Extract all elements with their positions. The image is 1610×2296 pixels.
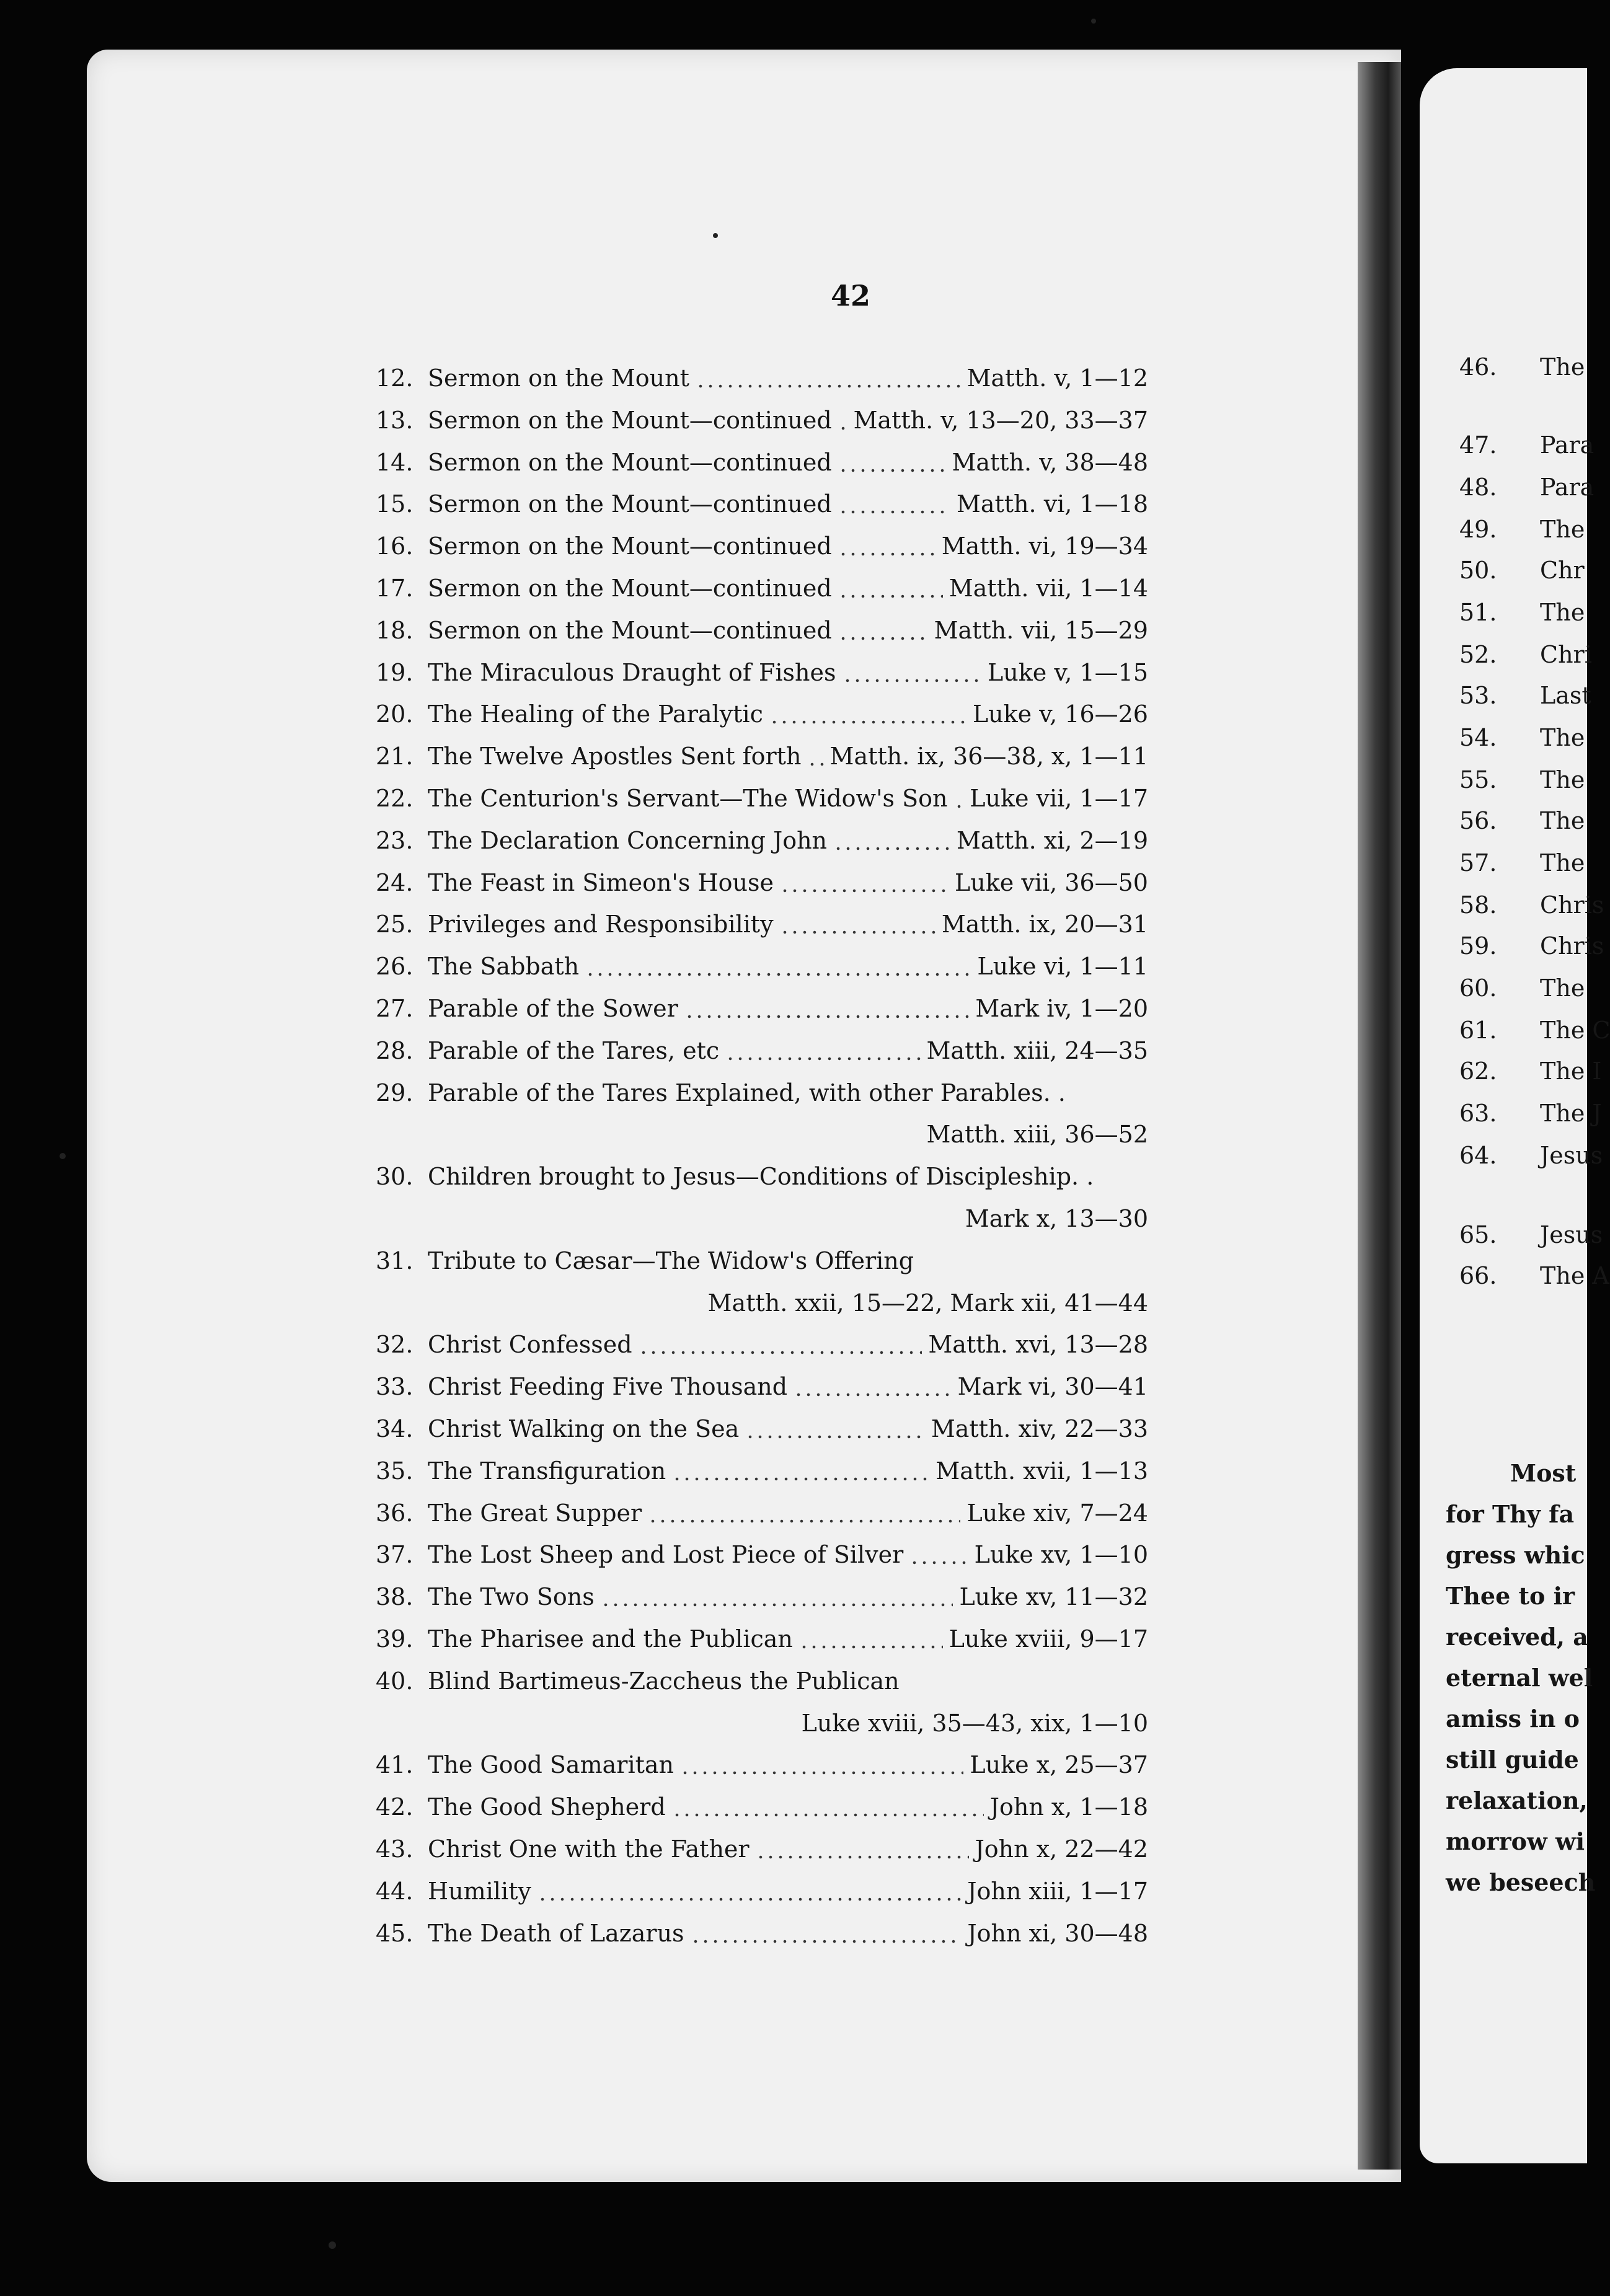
entry-reference: Matth. vi, 19—34 (941, 532, 1148, 560)
entry-number: 40. (376, 1667, 414, 1695)
right-entry-title: The J (1540, 1100, 1602, 1127)
right-entry-title: Chris (1540, 932, 1604, 960)
dot-leader (780, 930, 935, 934)
entry-title: Parable of the Tares, etc (428, 1036, 720, 1064)
entry-title: Parable of the Sower (428, 995, 678, 1022)
book-spine (1358, 62, 1401, 2170)
right-entry-number: 59. (1459, 932, 1497, 960)
entry-title: The Miraculous Draught of Fishes (428, 658, 836, 686)
entry-reference: Luke v, 16—26 (972, 700, 1148, 728)
entry-title: The Good Shepherd (428, 1793, 666, 1821)
dot-leader (696, 384, 961, 388)
entry-number: 23. (376, 826, 414, 854)
entry-title: The Centurion's Servant—The Widow's Son (428, 785, 948, 812)
contents-entry (0, 1583, 1364, 1620)
right-entry-number: 46. (1459, 353, 1497, 381)
entry-title: Sermon on the Mount—continued (428, 448, 832, 476)
entry-reference: Matth. ix, 20—31 (941, 911, 1148, 938)
dot-leader (843, 679, 982, 682)
prayer-line: amiss in o (1446, 1705, 1580, 1733)
right-entry-title: The (1540, 353, 1585, 381)
dot-leader (833, 847, 950, 850)
entry-title: Sermon on the Mount—continued (428, 532, 832, 560)
dot-leader (954, 805, 964, 808)
right-entry-title: The A (1540, 1262, 1609, 1289)
prayer-line: gress whic (1446, 1541, 1585, 1569)
right-entry-title: Last (1540, 682, 1591, 709)
entry-number: 27. (376, 995, 414, 1022)
contents-entry (0, 1373, 1364, 1410)
entry-title: The Two Sons (428, 1583, 595, 1611)
entry-number: 25. (376, 911, 414, 938)
entry-reference: Matth. v, 38—48 (952, 448, 1148, 476)
contents-entry (0, 617, 1364, 654)
entry-number: 21. (376, 743, 414, 770)
entry-reference: Matth. v, 1—12 (966, 364, 1148, 392)
entry-reference: Matth. xiii, 24—35 (926, 1036, 1148, 1064)
entry-title: Parable of the Tares Explained, with other Parables. . (428, 1079, 1066, 1106)
dot-leader (838, 637, 928, 640)
right-entry-number: 49. (1459, 516, 1497, 543)
right-entry-title: Chri (1540, 641, 1592, 668)
entry-title: Sermon on the Mount (428, 364, 689, 392)
right-entry-number: 55. (1459, 766, 1497, 793)
right-entry-number: 51. (1459, 599, 1497, 626)
contents-entry (0, 1667, 1364, 1705)
right-entry-title: Jesus (1540, 1221, 1603, 1248)
contents-entry (0, 953, 1364, 990)
entry-number: 14. (376, 448, 414, 476)
right-entry-number: 52. (1459, 641, 1497, 668)
entry-reference: Mark vi, 30—41 (957, 1373, 1148, 1401)
contents-entry (0, 1415, 1364, 1452)
entry-title: The Declaration Concerning John (428, 826, 828, 854)
dot-leader (691, 1940, 962, 1943)
dot-leader (672, 1477, 929, 1481)
contents-entry (0, 1289, 1364, 1327)
contents-entry (0, 407, 1364, 444)
contents-entry (0, 1205, 1364, 1242)
entry-reference: Matth. vii, 1—14 (949, 575, 1148, 602)
contents-entry (0, 1751, 1364, 1788)
entry-title: Privileges and Responsibility (428, 911, 774, 938)
contents-entry (0, 1079, 1364, 1116)
right-entry-title: The (1540, 599, 1585, 626)
prayer-line: still guide (1446, 1746, 1579, 1773)
dot-leader (838, 510, 950, 514)
entry-reference: Mark x, 13—30 (965, 1205, 1148, 1232)
entry-title: The Twelve Apostles Sent forth (428, 743, 802, 770)
contents-entry (0, 1793, 1364, 1830)
contents-entry (0, 490, 1364, 528)
entry-title: The Good Samaritan (428, 1751, 674, 1779)
right-entry-number: 53. (1459, 682, 1497, 709)
right-entry-number: 61. (1459, 1017, 1497, 1044)
dot-leader (725, 1057, 920, 1061)
entry-number: 29. (376, 1079, 414, 1106)
speck-mark (329, 2241, 336, 2249)
dot-leader (780, 889, 949, 893)
entry-number: 13. (376, 406, 414, 434)
right-entry-number: 60. (1459, 974, 1497, 1002)
contents-entry (0, 1457, 1364, 1495)
right-entry-title: Chris (1540, 891, 1604, 919)
prayer-line: we beseech (1446, 1868, 1596, 1896)
entry-number: 18. (376, 616, 414, 644)
entry-reference: Matth. ix, 36—38, x, 1—11 (829, 743, 1148, 770)
entry-title: The Great Supper (428, 1499, 642, 1527)
entry-reference: John x, 1—18 (989, 1793, 1148, 1821)
right-entry-title: The I (1540, 1057, 1602, 1085)
contents-entry (0, 364, 1364, 402)
right-entry-title: Chr (1540, 557, 1585, 584)
prayer-line: Most (1510, 1459, 1577, 1487)
prayer-line: morrow wi (1446, 1827, 1585, 1855)
entry-reference: Matth. vi, 1—18 (956, 490, 1148, 518)
entry-title: The Transfiguration (428, 1457, 666, 1485)
entry-number: 37. (376, 1541, 414, 1569)
entry-number: 43. (376, 1835, 414, 1863)
entry-number: 17. (376, 575, 414, 602)
entry-number: 41. (376, 1751, 414, 1779)
dot-leader (680, 1771, 963, 1775)
entry-number: 39. (376, 1625, 414, 1653)
dot-leader (745, 1435, 925, 1439)
dot-leader (838, 594, 943, 598)
entry-number: 28. (376, 1036, 414, 1064)
contents-entry (0, 911, 1364, 948)
dot-leader (585, 973, 971, 976)
entry-number: 31. (376, 1247, 414, 1274)
dot-leader (799, 1645, 943, 1649)
dot-leader (794, 1393, 952, 1397)
prayer-line: Thee to ir (1446, 1582, 1575, 1610)
speck-mark (713, 233, 718, 238)
prayer-line: relaxation, (1446, 1786, 1588, 1814)
entry-number: 32. (376, 1331, 414, 1359)
dot-leader (639, 1351, 922, 1354)
dot-leader (838, 552, 935, 556)
entry-title: The Sabbath (428, 953, 580, 981)
right-entry-number: 50. (1459, 557, 1497, 584)
entry-title: The Feast in Simeon's House (428, 868, 774, 896)
right-entry-title: The (1540, 766, 1585, 793)
entry-number: 20. (376, 700, 414, 728)
contents-entry (0, 659, 1364, 696)
contents-entry (0, 1037, 1364, 1074)
entry-title: The Lost Sheep and Lost Piece of Silver (428, 1541, 904, 1569)
entry-title: Sermon on the Mount—continued (428, 406, 832, 434)
right-entry-number: 57. (1459, 849, 1497, 876)
entry-title: Humility (428, 1877, 531, 1905)
entry-title: Blind Bartimeus-Zacchеus the Publican (428, 1667, 900, 1695)
entry-title: Children brought to Jesus—Conditions of Discipleship. . (428, 1163, 1094, 1191)
right-entry-number: 48. (1459, 474, 1497, 501)
entry-title: The Healing of the Paralytic (428, 700, 763, 728)
right-entry-title: Para (1540, 474, 1595, 501)
right-entry-title: The (1540, 807, 1585, 834)
entry-reference: Matth. xi, 2—19 (956, 826, 1148, 854)
dot-leader (684, 1015, 970, 1018)
contents-entry (0, 1331, 1364, 1368)
contents-entry (0, 1499, 1364, 1537)
entry-reference: Matth. xiv, 22—33 (931, 1415, 1148, 1442)
contents-entry (0, 449, 1364, 486)
contents-entry (0, 1878, 1364, 1915)
contents-entry (0, 827, 1364, 864)
entry-number: 24. (376, 868, 414, 896)
dot-leader (807, 762, 823, 766)
entry-number: 36. (376, 1499, 414, 1527)
dot-leader (909, 1561, 968, 1565)
entry-title: Christ Confessed (428, 1331, 632, 1359)
entry-reference: Luke vii, 36—50 (955, 868, 1148, 896)
right-entry-number: 62. (1459, 1057, 1497, 1085)
right-entry-title: The C (1540, 1017, 1610, 1044)
entry-number: 19. (376, 658, 414, 686)
entry-reference: Matth. xxii, 15—22, Mark xii, 41—44 (707, 1289, 1148, 1317)
contents-entry (0, 1920, 1364, 1957)
entry-title: Christ Walking on the Sea (428, 1415, 740, 1442)
dot-leader (756, 1855, 969, 1859)
entry-number: 44. (376, 1877, 414, 1905)
dot-leader (672, 1813, 984, 1817)
contents-entry (0, 1163, 1364, 1200)
dot-leader (648, 1519, 960, 1523)
entry-number: 30. (376, 1163, 414, 1191)
entry-reference: Luke v, 1—15 (988, 658, 1148, 686)
contents-entry (0, 869, 1364, 906)
entry-title: The Death of Lazarus (428, 1919, 684, 1947)
entry-number: 34. (376, 1415, 414, 1442)
entry-reference: John x, 22—42 (975, 1835, 1148, 1863)
prayer-line: received, a (1446, 1623, 1588, 1651)
dot-leader (537, 1897, 961, 1901)
right-entry-title: Jesus (1540, 1142, 1603, 1169)
contents-entry (0, 1541, 1364, 1578)
entry-reference: Luke vii, 1—17 (970, 785, 1148, 812)
entry-number: 26. (376, 953, 414, 981)
contents-entry (0, 575, 1364, 612)
entry-reference: Luke x, 25—37 (970, 1751, 1148, 1779)
dot-leader (838, 469, 946, 472)
entry-reference: Matth. xvi, 13—28 (928, 1331, 1148, 1359)
contents-entry (0, 995, 1364, 1032)
contents-entry (0, 1835, 1364, 1873)
entry-reference: Matth. xvii, 1—13 (935, 1457, 1148, 1485)
contents-entry (0, 1625, 1364, 1662)
page-number: 42 (831, 279, 871, 312)
right-entry-title: The (1540, 516, 1585, 543)
dot-leader (769, 720, 966, 724)
contents-entry (0, 700, 1364, 738)
entry-number: 42. (376, 1793, 414, 1821)
contents-entry (0, 1121, 1364, 1158)
entry-title: Tribute to Cæsar—The Widow's Offering (428, 1247, 914, 1274)
entry-reference: Luke xiv, 7—24 (966, 1499, 1148, 1527)
entry-reference: Luke xviii, 35—43, xix, 1—10 (801, 1709, 1148, 1737)
entry-title: The Pharisee and the Publican (428, 1625, 793, 1653)
entry-reference: John xi, 30—48 (967, 1919, 1148, 1947)
entry-reference: Matth. xiii, 36—52 (926, 1121, 1148, 1149)
entry-title: Christ Feeding Five Thousand (428, 1373, 788, 1401)
right-entry-number: 63. (1459, 1100, 1497, 1127)
entry-reference: John xiii, 1—17 (967, 1877, 1148, 1905)
right-entry-number: 64. (1459, 1142, 1497, 1169)
entry-number: 15. (376, 490, 414, 518)
contents-entry (0, 532, 1364, 570)
right-entry-title: Para (1540, 431, 1595, 459)
dot-leader (601, 1603, 953, 1607)
prayer-line: eternal wel (1446, 1664, 1593, 1692)
prayer-line: for Thy fa (1446, 1500, 1575, 1528)
entry-reference: Matth. vii, 15—29 (934, 616, 1148, 644)
entry-title: Sermon on the Mount—continued (428, 490, 832, 518)
entry-number: 33. (376, 1373, 414, 1401)
contents-entry (0, 1247, 1364, 1284)
contents-entry (0, 743, 1364, 780)
entry-reference: Mark iv, 1—20 (975, 995, 1148, 1022)
right-entry-number: 58. (1459, 891, 1497, 919)
entry-number: 12. (376, 364, 414, 392)
entry-reference: Luke xv, 1—10 (974, 1541, 1148, 1569)
right-entry-number: 54. (1459, 724, 1497, 751)
dot-leader (838, 426, 847, 430)
entry-title: Sermon on the Mount—continued (428, 575, 832, 602)
right-entry-title: The (1540, 974, 1585, 1002)
right-entry-title: The (1540, 724, 1585, 751)
entry-number: 35. (376, 1457, 414, 1485)
right-entry-number: 47. (1459, 431, 1497, 459)
right-entry-number: 65. (1459, 1221, 1497, 1248)
contents-entry (0, 785, 1364, 822)
entry-number: 22. (376, 785, 414, 812)
right-entry-title: The (1540, 849, 1585, 876)
entry-number: 16. (376, 532, 414, 560)
entry-reference: Matth. v, 13—20, 33—37 (853, 406, 1148, 434)
entry-number: 45. (376, 1919, 414, 1947)
entry-reference: Luke xviii, 9—17 (949, 1625, 1148, 1653)
entry-reference: Luke xv, 11—32 (959, 1583, 1148, 1611)
entry-number: 38. (376, 1583, 414, 1611)
speck-mark (1091, 19, 1096, 24)
entry-title: Sermon on the Mount—continued (428, 616, 832, 644)
right-entry-number: 66. (1459, 1262, 1497, 1289)
entry-reference: Luke vi, 1—11 (977, 953, 1148, 981)
contents-entry (0, 1710, 1364, 1747)
entry-title: Christ One with the Father (428, 1835, 750, 1863)
right-entry-number: 56. (1459, 807, 1497, 834)
